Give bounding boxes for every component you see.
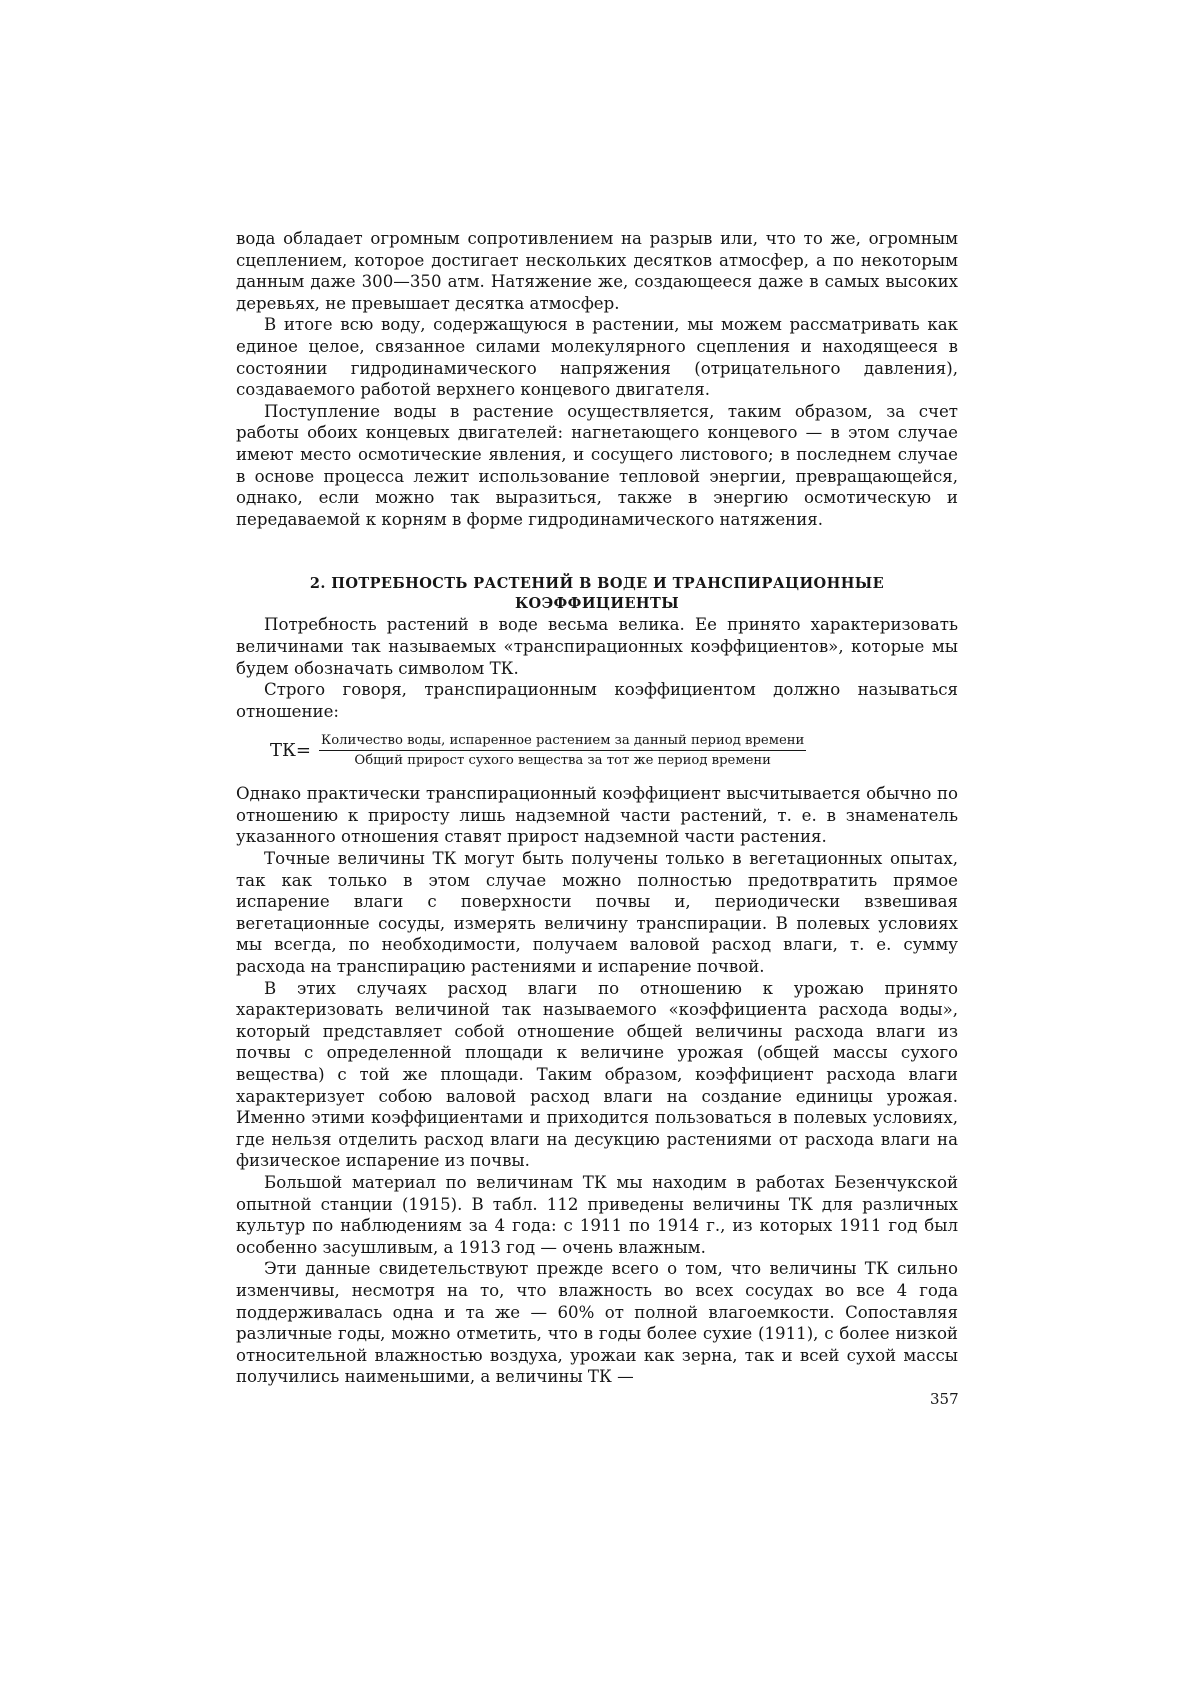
paragraph-10: Эти данные свидетельствуют прежде всего о том, что величины ТК сильно изменчивы, несмотря на то, что влажность во всех сосудах во все 4 года поддерживалась одна и та же — 60% от полной влагоемкости. Сопоставляя различные годы, можно отметить, что в годы более сухие (1911), с более низкой относительной влажностью воздуха, урожаи как зерна, так и всей сухой массы получились наименьшими, а величины ТК — xyxy=(236,1259,958,1387)
section-heading xyxy=(236,574,958,614)
paragraph-2: В итоге всю воду, содержащуюся в растении, мы можем рассматривать как единое целое, связанное силами молекулярного сцепления и находящееся в состоянии гидродинамического напряжения (отрицательного давления), создаваемого работой верхнего концевого двигателя. xyxy=(236,315,958,400)
paragraph-7: Точные величины ТК могут быть получены только в вегетационных опытах, так как только в этом случае можно полностью предотвратить прямое испарение влаги с поверхности почвы и, периодически взвешивая вегетационные сосуды, измерять величину транспирации. В полевых условиях мы всегда, по необходимости, получаем валовой расход влаги, т. е. сумму расхода на транспирацию растениями и испарение почвой. xyxy=(236,849,958,977)
paragraph-4: Потребность растений в воде весьма велика. Ее принято характеризовать величинами так называемых «транспирационных коэффициентов», которые мы будем обозначать символом ТК. xyxy=(236,615,958,678)
paragraph-8: В этих случаях расход влаги по отношению к урожаю принято характеризовать величиной так называемого «коэффициента расхода воды», который представляет собой отношение общей величины расхода влаги из почвы с определенной площади к величине урожая (общей массы сухого вещества) с той же площади. Таким образом, коэффициент расхода влаги характеризует собою валовой расход влаги на создание единицы урожая. Именно этими коэффициентами и приходится пользоваться в полевых условиях, где нельзя отделить расход влаги на десукцию растениями от расхода влаги на физическое испарение из почвы. xyxy=(236,978,958,1171)
page-number: 357 xyxy=(930,1390,959,1408)
paragraph-1: вода обладает огромным сопротивлением на разрыв или, что то же, огромным сцеплением, которое достигает нескольких десятков атмосфер, а по некоторым данным даже 300—350 атм. Натяжение же, создающееся даже в самых высоких деревьях, не превышает десятка атмосфер. xyxy=(236,229,958,313)
page-body xyxy=(236,228,958,1388)
paragraph-5: Строго говоря, транспирационным коэффициентом должно называться отношение: xyxy=(236,680,958,721)
formula-denominator: Общий прирост сухого вещества за тот же период времени xyxy=(354,753,771,769)
paragraph-9: Большой материал по величинам ТК мы находим в работах Безенчукской опытной станции (1915). В табл. 112 приведены величины ТК для различных культур по наблюдениям за 4 года: с 1911 по 1914 г., из которых 1911 год был особенно засушливым, а 1913 год — очень влажным. xyxy=(236,1172,958,1257)
section-heading-line-2: КОЭФФИЦИЕНТЫ xyxy=(514,595,680,613)
formula-fraction xyxy=(319,732,806,769)
paragraph-6: Однако практически транспирационный коэффициент высчитывается обычно по отношению к приросту лишь надземной части растений, т. е. в знаменатель указанного отношения ставят прирост надземной части растения. xyxy=(236,784,958,847)
tk-formula xyxy=(270,732,958,769)
formula-lhs: ТК= xyxy=(270,740,312,762)
formula-numerator: Количество воды, испаренное растением за данный период времени xyxy=(319,732,806,751)
section-heading-line-1: 2. ПОТРЕБНОСТЬ РАСТЕНИЙ В ВОДЕ И ТРАНСПИРАЦИОННЫЕ xyxy=(309,575,885,593)
paragraph-3: Поступление воды в растение осуществляется, таким образом, за счет работы обоих концевых двигателей: нагнетающего концевого — в этом случае имеют место осмотические явления, и сосущего листового; в последнем случае в основе процесса лежит использование тепловой энергии, превращающейся, однако, если можно так выразиться, также в энергию осмотическую и передаваемой к корням в форме гидродинамического натяжения. xyxy=(236,401,958,529)
